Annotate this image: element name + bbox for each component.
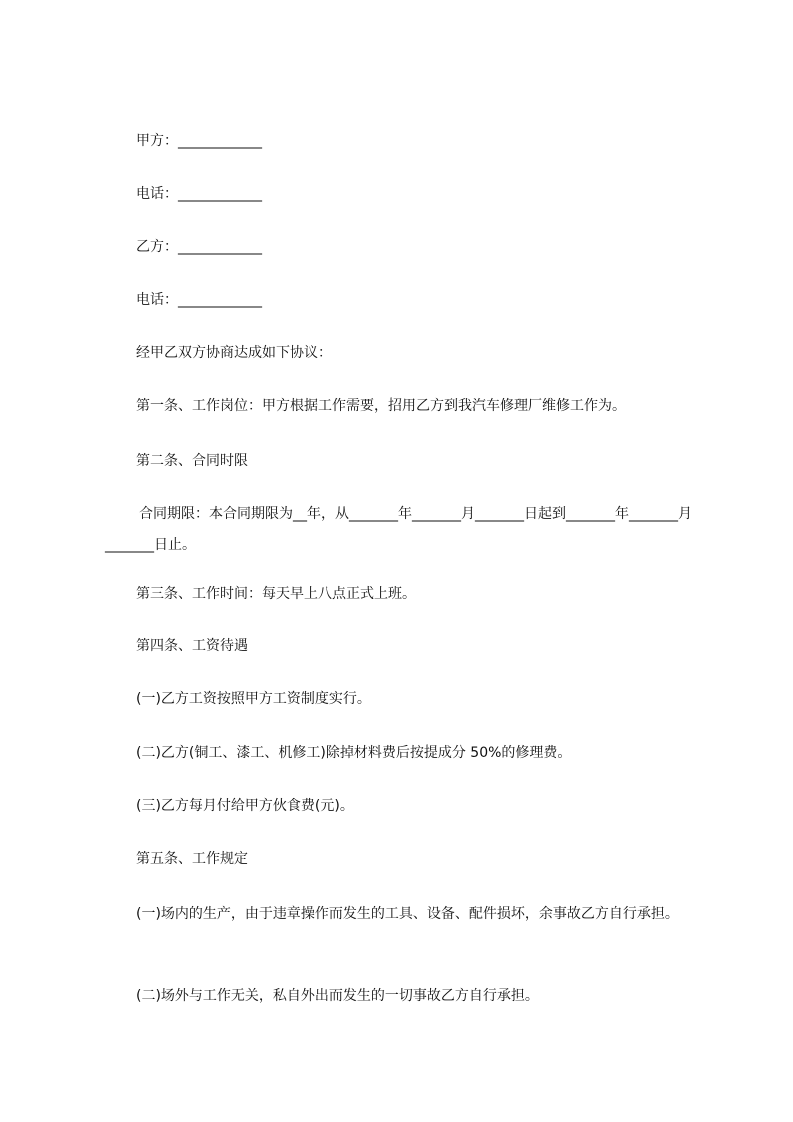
article5-item1 <box>105 899 701 930</box>
article4-item3: (三)乙方每月付给甲方伙食费(元)。 <box>136 798 354 814</box>
article4-title: 第四条、工资待遇 <box>136 638 248 654</box>
party-b-line: 乙方：____________ <box>136 239 262 255</box>
article2-body <box>105 499 701 561</box>
phone-b-line: 电话：____________ <box>136 292 262 308</box>
article2-title: 第二条、合同时限 <box>136 453 248 469</box>
article4-item1: (一)乙方工资按照甲方工资制度实行。 <box>136 691 371 707</box>
article3-line: 第三条、工作时间：每天早上八点正式上班。 <box>136 586 416 602</box>
intro-line: 经甲乙双方协商达成如下协议： <box>136 345 332 361</box>
article5-item1-text: (一)场内的生产，由于违章操作而发生的工具、设备、配件损坏，余事故乙方自行承担。 <box>136 906 679 922</box>
article2-body-text: 合同期限：本合同期限为__年，从_______年_______月_______日起到_______年_______月_______日止。 <box>105 506 692 553</box>
article1-line: 第一条、工作岗位：甲方根据工作需要，招用乙方到我汽车修理厂维修工作为。 <box>136 398 626 414</box>
article5-title: 第五条、工作规定 <box>136 851 248 867</box>
article5-item2: (二)场外与工作无关，私自外出而发生的一切事故乙方自行承担。 <box>136 988 539 1004</box>
article4-item2: (二)乙方(铜工、漆工、机修工)除掉材料费后按提成分 50%的修理费。 <box>136 745 572 761</box>
party-a-line: 甲方：____________ <box>136 133 262 149</box>
phone-a-line: 电话：____________ <box>136 186 262 202</box>
